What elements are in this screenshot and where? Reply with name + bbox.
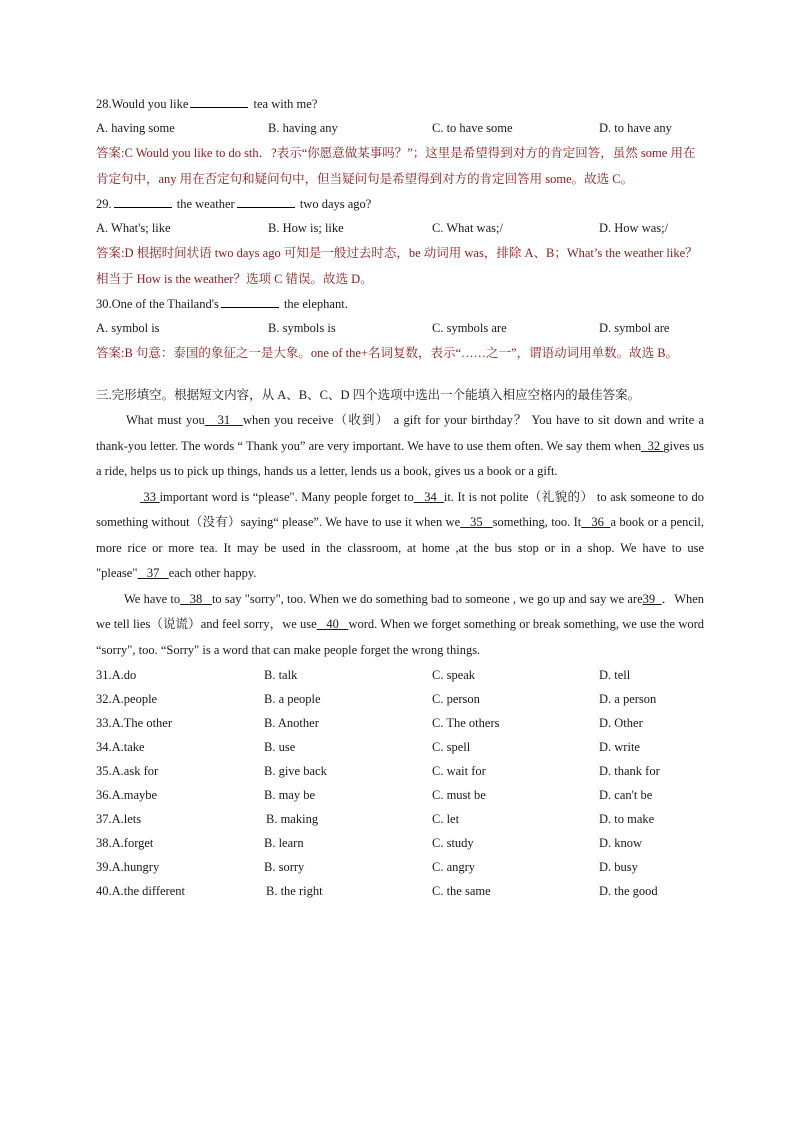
option: C. must be (432, 788, 486, 802)
passage-text: it. It is not polite（礼貌的） to ask someone to do something without（没有）saying“ please”. We have to use it when we (96, 489, 705, 529)
blank-number: 37 (146, 566, 160, 580)
blank-number: 39 (642, 591, 656, 606)
passage-text: What must you (126, 413, 205, 427)
blank-number: 32 (647, 438, 661, 453)
option: D. to have any (599, 121, 672, 135)
option: B. the right (266, 884, 323, 898)
option: D. write (599, 740, 640, 754)
option: B. Another (264, 716, 319, 730)
question-stem (96, 192, 704, 216)
stem-text: 28.Would you like (96, 97, 189, 111)
answer-explanation: 答案:C Would you like to do sth．?表示“你愿意做某事吗？”；这里是希望得到对方的肯定回答，虽然 some 用在肯定句中，any 用在否定句和疑问句中，但当疑问句是希望得到对方的肯定回答用 some。故选 C。 (96, 146, 696, 186)
option: D. can't be (599, 788, 653, 802)
option: 32.A.people (96, 692, 158, 706)
worksheet-page (96, 92, 704, 903)
answer-explanation: 答案:D 根据时间状语 two days ago 可知是一般过去时态，be 动词用 was，排除 A、B；What’s the weather like？相当于 How is the weather？选项 C 错误。故选 D。 (96, 246, 698, 286)
option: D. to make (599, 812, 655, 826)
passage-text: something, too. It (492, 515, 582, 529)
passage-text: when you receive（收到） a gift for your birthday？ You have to sit down and write a thank-you letter. The words “ Thank you” are very important. We have to use them often. We say them when (96, 413, 705, 453)
options-row (96, 316, 704, 340)
option: 38.A.forget (96, 836, 154, 850)
passage-paragraph (96, 587, 704, 664)
stem-text: 30.One of the Thailand's (96, 297, 219, 311)
option: B. use (264, 740, 296, 754)
option: C. angry (432, 860, 476, 874)
option: B. learn (264, 836, 304, 850)
option: C. let (432, 812, 460, 826)
choice-row (96, 855, 704, 879)
answer-blank (237, 193, 295, 208)
option: A. What's; like (96, 221, 171, 235)
option: 36.A.maybe (96, 788, 158, 802)
stem-text: the weather (176, 197, 235, 211)
option: C. speak (432, 668, 476, 682)
option: A. having some (96, 121, 175, 135)
option: C. study (432, 836, 474, 850)
blank-number: 40 (326, 617, 339, 631)
option: 37.A.lets (96, 812, 142, 826)
choice-row (96, 759, 704, 783)
option: B. sorry (264, 860, 305, 874)
stem-text: two days ago? (299, 197, 372, 211)
stem-text: 29. (96, 197, 112, 211)
blank-number: 33 (143, 489, 157, 504)
blank-number: 31 (217, 413, 231, 427)
option: C. What was;/ (432, 221, 503, 235)
passage-paragraph (96, 485, 704, 587)
passage-text: each other happy. (168, 566, 257, 580)
choices-list (96, 663, 704, 903)
question-stem (96, 92, 704, 116)
stem-text: the elephant. (283, 297, 348, 311)
passage-paragraph (96, 408, 704, 485)
option: 40.A.the different (96, 884, 185, 898)
passage-text: to say "sorry", too. When we do something bad to someone , we go up and say we are (211, 591, 643, 606)
option: B. give back (264, 764, 327, 778)
answer-blank (114, 193, 172, 208)
choice-row (96, 663, 704, 687)
option: D. know (599, 836, 643, 850)
answer-blank (190, 93, 248, 108)
answer-blank (221, 293, 279, 308)
passage-text: ．When we tell lies（说谎）and feel sorry，we use (96, 591, 705, 631)
passage-text: We have to (124, 591, 181, 606)
blank-number: 38 (189, 591, 203, 606)
option: D. symbol are (599, 321, 670, 335)
option: D. a person (599, 692, 657, 706)
option: B. making (266, 812, 319, 826)
blank-number: 34 (424, 489, 437, 504)
choice-row (96, 735, 704, 759)
option: 39.A.hungry (96, 860, 160, 874)
option: D. How was;/ (599, 221, 669, 235)
option: C. to have some (432, 121, 513, 135)
blank-number: 36 (591, 515, 604, 529)
option: C. symbols are (432, 321, 507, 335)
option: D. Other (599, 716, 643, 730)
option: B. may be (264, 788, 316, 802)
choice-row (96, 783, 704, 807)
blank-number: 35 (470, 515, 483, 529)
choice-row (96, 879, 704, 903)
option: B. a people (264, 692, 321, 706)
option: A. symbol is (96, 321, 160, 335)
choice-row (96, 831, 704, 855)
answer-explanation: 答案:B 句意：泰国的象征之一是大象。one of the+名词复数，表示“……之一”，谓语动词用单数。故选 B。 (96, 346, 679, 360)
passage-text: important word is “please". Many people forget to (159, 489, 414, 504)
option: C. person (432, 692, 480, 706)
passage-text: gives us a ride, helps us to pick up things, hands us a letter, lends us a book, gives us a book or a gift. (96, 438, 705, 478)
section-heading: 三.完形填空。根据短文内容，从 A、B、C、D 四个选项中选出一个能填入相应空格内的最佳答案。 (96, 388, 641, 402)
choice-row (96, 687, 704, 711)
option: C. wait for (432, 764, 486, 778)
option: D. busy (599, 860, 638, 874)
option: B. talk (264, 668, 298, 682)
question-stem (96, 292, 704, 316)
option: C. spell (432, 740, 471, 754)
option: C. The others (432, 716, 500, 730)
stem-text: tea with me? (253, 97, 318, 111)
option: C. the same (432, 884, 491, 898)
choice-row (96, 711, 704, 735)
passage-text: word. When we forget something or break something, we use the word “sorry", too. “Sorry" is a word that can make people forget the wrong things. (96, 617, 705, 657)
options-row (96, 116, 704, 140)
passage-text: a book or a pencil, more rice or more tea. It may be used in the classroom, at home ,at the bus stop or in a shop. We have to use "please" (96, 515, 705, 580)
choice-row (96, 807, 704, 831)
option: 34.A.take (96, 740, 145, 754)
option: B. How is; like (268, 221, 344, 235)
option: D. the good (599, 884, 658, 898)
option: B. having any (268, 121, 338, 135)
options-row (96, 216, 704, 240)
option: 31.A.do (96, 668, 137, 682)
option: D. tell (599, 668, 631, 682)
option: 35.A.ask for (96, 764, 159, 778)
option: 33.A.The other (96, 716, 173, 730)
option: B. symbols is (268, 321, 336, 335)
option: D. thank for (599, 764, 660, 778)
